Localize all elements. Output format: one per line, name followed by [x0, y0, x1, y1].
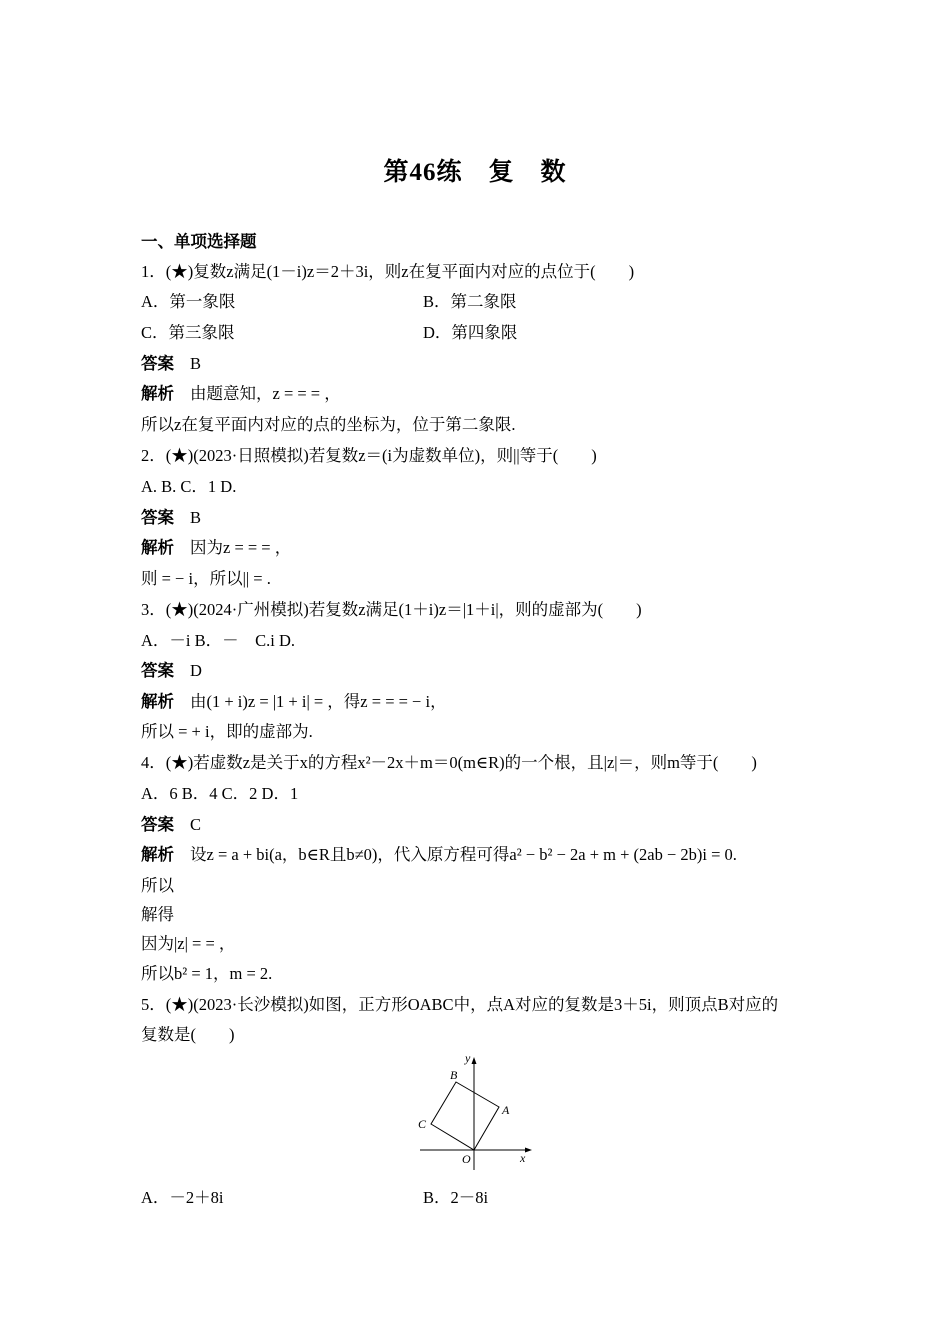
square-oabc [431, 1082, 499, 1150]
q4-options: A．6 B．4 C．2 D．1 [141, 784, 299, 803]
q3-stem: 3．(★)(2024·广州模拟)若复数z满足(1＋i)z＝|1＋i|，则的虚部为( ) [141, 600, 642, 619]
q2-analysis-row [141, 538, 291, 558]
q4-analysis-5: 所以b² = 1，m = 2. [141, 964, 273, 983]
square-oabc-figure [412, 1052, 537, 1172]
q2-stem: 2．(★)(2023·日照模拟)若复数z＝(i为虚数单位)，则||等于( ) [141, 446, 597, 465]
q3-options: A．－i B．－ C.i D. [141, 631, 296, 650]
q4-analysis-row [141, 845, 737, 865]
q4-analysis-2: 所以 [141, 876, 174, 895]
y-axis-arrow [472, 1057, 477, 1064]
origin-label: O [462, 1152, 471, 1166]
q1-option-b: B．第二象限 [423, 292, 517, 311]
q5-stem-line2: 复数是( ) [141, 1025, 235, 1044]
q1-analysis-2: 所以z在复平面内对应的点的坐标为，位于第二象限. [141, 415, 516, 434]
q2-analysis-1: 因为z = = = ， [190, 538, 292, 557]
q5-option-a: A．－2＋8i [141, 1188, 224, 1207]
q1-option-c: C．第三象限 [141, 323, 235, 342]
q1-stem: 1．(★)复数z满足(1－i)z＝2＋3i，则z在复平面内对应的点位于( ) [141, 262, 635, 281]
q3-answer-row [141, 661, 202, 681]
q4-analysis-4: 因为|z| = = ， [141, 934, 236, 953]
y-axis-label: y [465, 1052, 471, 1065]
q3-analysis-1: 由(1 + i)z = |1 + i| = ，得z = = = − i， [190, 692, 447, 711]
x-axis-arrow [525, 1148, 532, 1153]
point-a-label: A [502, 1103, 510, 1117]
answer-label: 答案 [141, 815, 174, 834]
q1-analysis-1: 由题意知，z = = = ， [190, 384, 341, 403]
analysis-label: 解析 [141, 538, 174, 557]
q4-analysis-3: 解得 [141, 905, 174, 924]
q4-stem: 4．(★)若虚数z是关于x的方程x²－2x＋m＝0(m∈R)的一个根，且|z|＝，则m等于( ) [141, 753, 757, 772]
q3-answer: D [190, 661, 202, 680]
q2-analysis-2: 则 = − i，所以|| = . [141, 569, 271, 588]
q2-answer-row [141, 508, 201, 528]
q3-analysis-2: 所以 = + i，即的虚部为. [141, 722, 313, 741]
q3-analysis-row [141, 692, 447, 712]
q1-answer-row [141, 354, 201, 374]
answer-label: 答案 [141, 354, 174, 373]
q1-answer: B [190, 354, 202, 373]
q2-options: A. B. C．1 D. [141, 477, 237, 496]
point-c-label: C [418, 1117, 427, 1131]
q4-analysis-1: 设z = a + bi(a，b∈R且b≠0)，代入原方程可得a² − b² − 2a + m + (2ab − 2b)i = 0. [190, 845, 737, 864]
x-axis-label: x [520, 1151, 526, 1165]
q5-option-b: B．2－8i [423, 1188, 489, 1207]
section-heading: 一、单项选择题 [141, 232, 257, 251]
q4-answer-row [141, 815, 201, 835]
analysis-label: 解析 [141, 692, 174, 711]
q1-analysis-row [141, 384, 341, 404]
analysis-label: 解析 [141, 384, 174, 403]
q4-answer: C [190, 815, 202, 834]
answer-label: 答案 [141, 508, 174, 527]
q5-stem-line1: 5．(★)(2023·长沙模拟)如图，正方形OABC中，点A对应的复数是3＋5i，则顶点B对应的 [141, 995, 779, 1014]
analysis-label: 解析 [141, 845, 174, 864]
point-b-label: B [450, 1068, 458, 1082]
q1-option-a: A．第一象限 [141, 292, 236, 311]
q1-option-d: D．第四象限 [423, 323, 518, 342]
page-title: 第46练 复 数 [383, 159, 567, 186]
q2-answer: B [190, 508, 202, 527]
answer-label: 答案 [141, 661, 174, 680]
